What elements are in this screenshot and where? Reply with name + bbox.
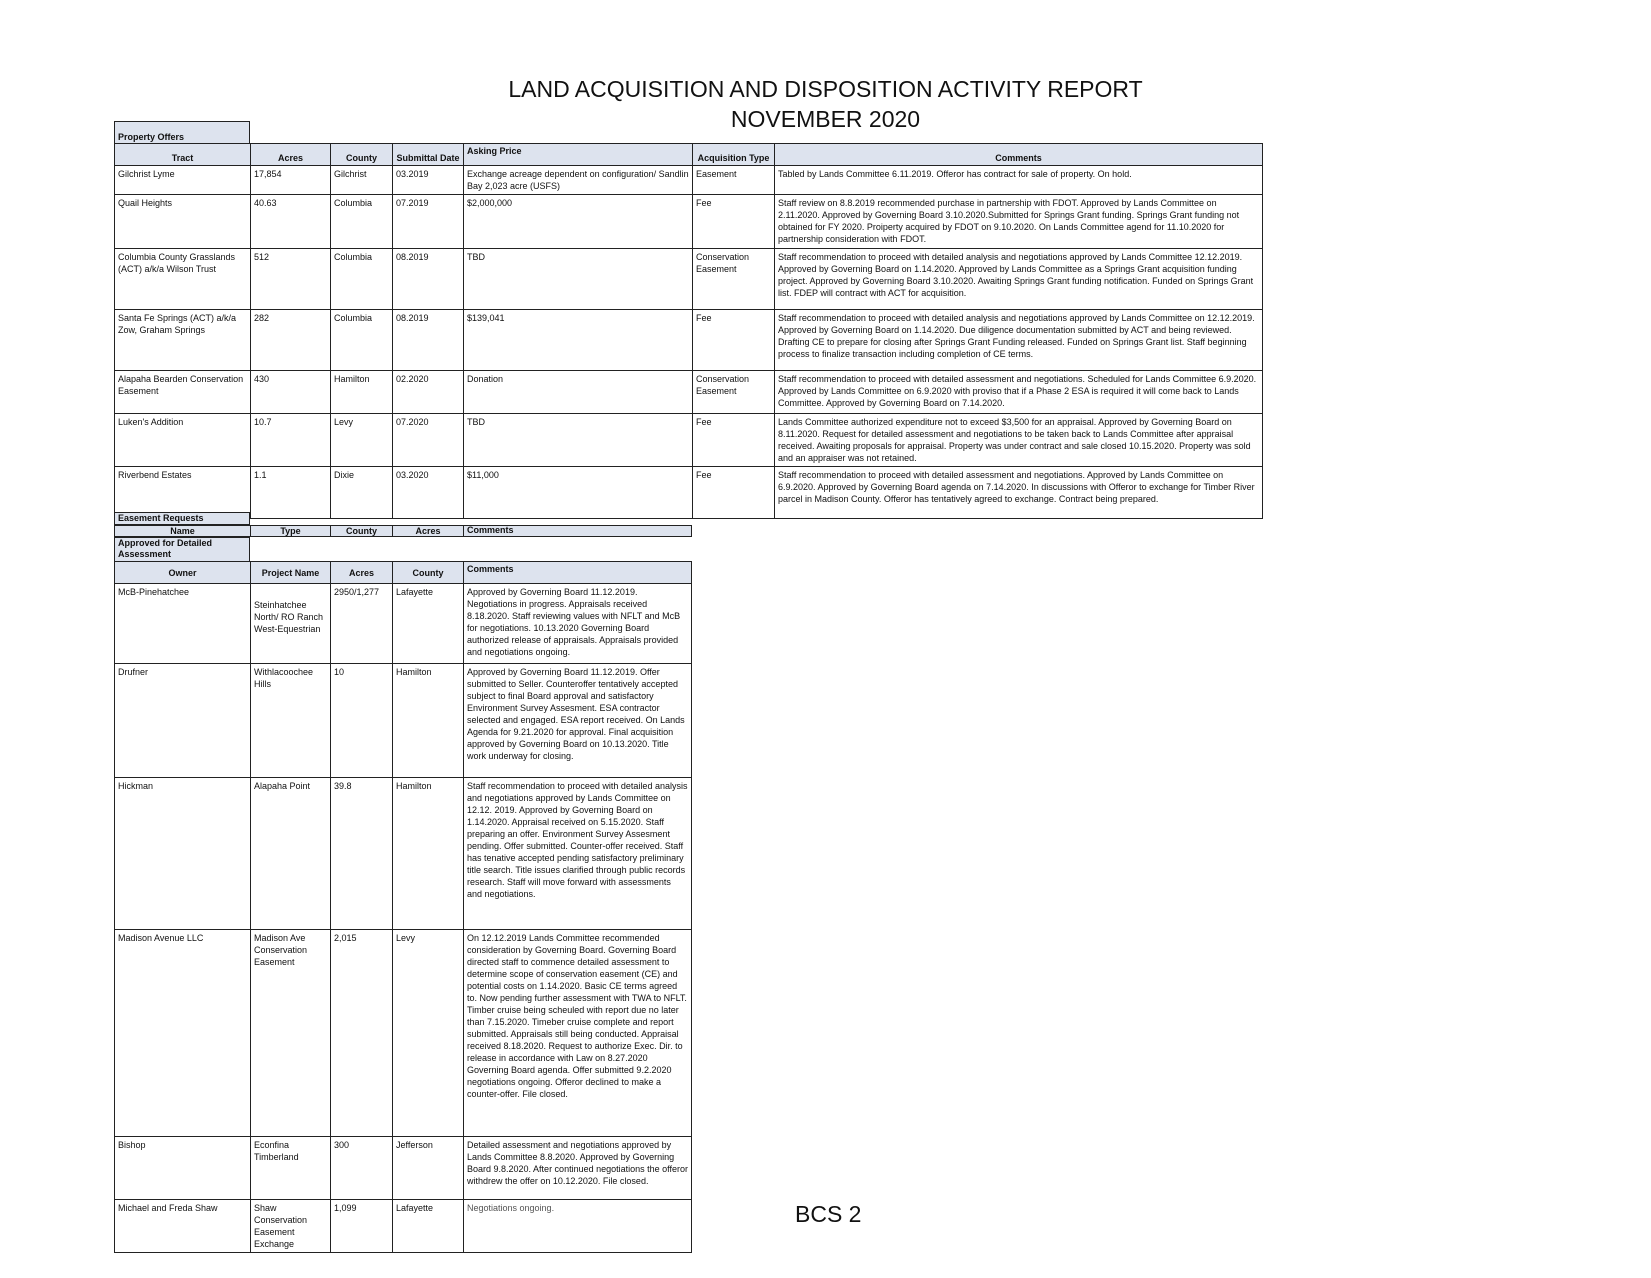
table-row xyxy=(115,584,692,664)
county-cell: Lafayette xyxy=(393,584,464,664)
tract-cell: Alapaha Bearden Conservation Easement xyxy=(115,371,251,414)
property-offers-header-row xyxy=(115,144,1263,166)
report-title-line1: LAND ACQUISITION AND DISPOSITION ACTIVITY REPORT xyxy=(508,76,1143,102)
acres-cell: 40.63 xyxy=(251,195,331,249)
owner-cell: Hickman xyxy=(115,778,251,930)
owner-cell: Michael and Freda Shaw xyxy=(115,1200,251,1253)
property-offers-label: Property Offers xyxy=(114,121,250,144)
county-cell: Columbia xyxy=(331,310,393,371)
comments-cell: Staff recommendation to proceed with detailed assessment and negotiations. Approved by Lands Committee on 6.9.2020. Approved by Governing Board agenda on 7.14.2020. In discussions with Offeror to exchange for Timber River parcel in Madison County. Offeror has tentatively agreed to exchange. Contract being prepared. xyxy=(775,467,1263,519)
tract-cell: Luken's Addition xyxy=(115,414,251,467)
price-cell: Donation xyxy=(464,371,693,414)
table-row xyxy=(115,664,692,778)
header-county: County xyxy=(393,562,464,584)
approved-detailed-label: Approved for Detailed Assessment xyxy=(114,537,250,562)
county-cell: Hamilton xyxy=(393,778,464,930)
header-acres: Acres xyxy=(393,526,464,537)
project-cell: Shaw Conservation Easement Exchange xyxy=(251,1200,331,1253)
acres-cell: 2,015 xyxy=(331,930,393,1137)
table-row xyxy=(115,467,1263,519)
easement-requests-table xyxy=(114,525,692,537)
county-cell: Lafayette xyxy=(393,1200,464,1253)
owner-cell: Drufner xyxy=(115,664,251,778)
date-cell: 02.2020 xyxy=(393,371,464,414)
comments-cell: Staff recommendation to proceed with detailed analysis and negotiations approved by Lands Committee on 12.12. 2019. Approved by Governing Board on 1.14.2020. Appraisal received on 5.15.2020. Staff preparing an offer. Environment Survey Assesment pending. Offer submitted. Counter-offer received. Staff has tenative accepted pending satisfactory preliminary title search. Title issues clarified through public records research. Staff will move forward with assessments and negotiations. xyxy=(464,778,692,930)
table-row xyxy=(115,930,692,1137)
header-acquisition-type: Acquisition Type xyxy=(693,144,775,166)
owner-cell: Madison Avenue LLC xyxy=(115,930,251,1137)
comments-cell: Detailed assessment and negotiations approved by Lands Committee 8.8.2020. Approved by Governing Board 9.8.2020. After continued negotiations the offeror withdrew the offer on 10.12.2020. File closed. xyxy=(464,1137,692,1200)
project-cell: Madison Ave Conservation Easement xyxy=(251,930,331,1137)
type-cell: Fee xyxy=(693,414,775,467)
project-cell: Steinhatchee North/ RO Ranch West-Equestrian xyxy=(251,584,331,664)
project-cell: Alapaha Point xyxy=(251,778,331,930)
acres-cell: 17,854 xyxy=(251,166,331,195)
price-cell: $139,041 xyxy=(464,310,693,371)
header-asking-price: Asking Price xyxy=(464,144,693,166)
date-cell: 07.2020 xyxy=(393,414,464,467)
date-cell: 08.2019 xyxy=(393,310,464,371)
type-cell: Fee xyxy=(693,310,775,371)
type-cell: Fee xyxy=(693,195,775,249)
county-cell: Jefferson xyxy=(393,1137,464,1200)
header-type: Type xyxy=(251,526,331,537)
county-cell: Hamilton xyxy=(331,371,393,414)
county-cell: Levy xyxy=(331,414,393,467)
table-row xyxy=(115,414,1263,467)
tract-cell: Gilchrist Lyme xyxy=(115,166,251,195)
tract-cell: Columbia County Grasslands (ACT) a/k/a Wilson Trust xyxy=(115,249,251,310)
table-row xyxy=(115,1200,692,1253)
acres-cell: 282 xyxy=(251,310,331,371)
comments-cell: Staff recommendation to proceed with detailed assessment and negotiations. Scheduled for Lands Committee 6.9.2020. Approved by Lands Committee on 6.9.2020 with proviso that if a Phase 2 ESA is required it will come back to Lands Committee. Approved by Governing Board on 7.14.2020. xyxy=(775,371,1263,414)
date-cell: 07.2019 xyxy=(393,195,464,249)
approved-detailed-header-row xyxy=(115,562,692,584)
county-cell: Levy xyxy=(393,930,464,1137)
comments-cell: Staff recommendation to proceed with detailed analysis and negotiations approved by Lands Committee 12.12.2019. Approved by Governing Board on 1.14.2020. Approved by Lands Committee as a Springs Grant acquisition funding project. Approved by Governing Board 3.10.2020. Awaiting Springs Grant funding notification. Funded on Springs Grant list. FDEP will contract with ACT for acquisition. xyxy=(775,249,1263,310)
approved-detailed-table xyxy=(114,561,692,1253)
page-number: BCS 2 xyxy=(795,1201,862,1227)
acres-cell: 2950/1,277 xyxy=(331,584,393,664)
tract-cell: Riverbend Estates xyxy=(115,467,251,519)
acres-cell: 1,099 xyxy=(331,1200,393,1253)
date-cell: 03.2020 xyxy=(393,467,464,519)
table-row xyxy=(115,166,1263,195)
price-cell: Exchange acreage dependent on configuration/ Sandlin Bay 2,023 acre (USFS) xyxy=(464,166,693,195)
comments-cell: Staff review on 8.8.2019 recommended purchase in partnership with FDOT. Approved by Lands Committee on 2.11.2020. Approved by Governing Board 3.10.2020.Submitted for Springs Grant funding. Springs Grant funding not obtained for FY 2020. Proiperty acquired by FDOT on 9.10.2020. On Lands Committee agend for 11.10.2020 for partnership consideration with FDOT. xyxy=(775,195,1263,249)
report-title-line2: NOVEMBER 2020 xyxy=(730,106,921,132)
price-cell: $11,000 xyxy=(464,467,693,519)
table-row xyxy=(115,195,1263,249)
header-owner: Owner xyxy=(115,562,251,584)
acres-cell: 39.8 xyxy=(331,778,393,930)
acres-cell: 300 xyxy=(331,1137,393,1200)
county-cell: Gilchrist xyxy=(331,166,393,195)
easement-requests-label: Easement Requests xyxy=(114,512,250,525)
owner-cell: Bishop xyxy=(115,1137,251,1200)
table-row xyxy=(115,249,1263,310)
header-tract: Tract xyxy=(115,144,251,166)
header-comments: Comments xyxy=(775,144,1263,166)
acres-cell: 512 xyxy=(251,249,331,310)
county-cell: Hamilton xyxy=(393,664,464,778)
comments-cell: Approved by Governing Board 11.12.2019. Offer submitted to Seller. Counteroffer tentatively accepted subject to final Board approval and satisfactory Environment Survey Assesment. ESA contractor selected and engaged. ESA report received. On Lands Agenda for 9.21.2020 for approval. Final acquisition approved by Governing Board on 10.13.2020. Title work underway for closing. xyxy=(464,664,692,778)
table-row xyxy=(115,1137,692,1200)
price-cell: TBD xyxy=(464,414,693,467)
header-acres: Acres xyxy=(251,144,331,166)
tract-cell: Quail Heights xyxy=(115,195,251,249)
price-cell: $2,000,000 xyxy=(464,195,693,249)
comments-cell: Tabled by Lands Committee 6.11.2019. Offeror has contract for sale of property. On hold. xyxy=(775,166,1263,195)
date-cell: 08.2019 xyxy=(393,249,464,310)
owner-cell: McB-Pinehatchee xyxy=(115,584,251,664)
comments-cell: On 12.12.2019 Lands Committee recommended consideration by Governing Board. Governing Board directed staff to commence detailed assessment to determine scope of conservation easement (CE) and potential costs on 1.14.2020. Basic CE terms agreed to. Now pending further assessment with TWA to NFLT. Timber cruise being scheuled with report due no later than 7.15.2020. Timeber cruise complete and report submitted. Appraisals still being conducted. Appraisal received 8.18.2020. Request to authorize Exec. Dir. to release in accordance with Law on 8.27.2020 Governing Board agenda. Offer submitted 9.2.2020 negotiations ongoing. Offeror declined to make a counter-offer. File closed. xyxy=(464,930,692,1137)
comments-cell: Approved by Governing Board 11.12.2019. Negotiations in progress. Appraisals received 8.18.2020. Staff reviewing values with NFLT and McB for negotiations. 10.13.2020 Governing Board authorized release of appraisals. Appraisals provided and negotiations ongoing. xyxy=(464,584,692,664)
acres-cell: 10 xyxy=(331,664,393,778)
acres-cell: 430 xyxy=(251,371,331,414)
easement-requests-header-row xyxy=(115,526,692,537)
header-name: Name xyxy=(115,526,251,537)
project-cell: Econfina Timberland xyxy=(251,1137,331,1200)
property-offers-table xyxy=(114,143,1263,519)
type-cell: Conservation Easement xyxy=(693,249,775,310)
price-cell: TBD xyxy=(464,249,693,310)
tract-cell: Santa Fe Springs (ACT) a/k/a Zow, Graham Springs xyxy=(115,310,251,371)
header-submittal-date: Submittal Date xyxy=(393,144,464,166)
acres-cell: 1.1 xyxy=(251,467,331,519)
acres-cell: 10.7 xyxy=(251,414,331,467)
type-cell: Easement xyxy=(693,166,775,195)
header-comments: Comments xyxy=(464,526,692,537)
comments-cell: Lands Committee authorized expenditure not to exceed $3,500 for an appraisal. Approved by Governing Board on 8.11.2020. Request for detailed assessment and negotiations to be taken back to Lands Committee after appraisal received. Awaiting proposals for appraisal. Property was under contract and sale closed 10.15.2020. Property was sold and an appraiser was not retained. xyxy=(775,414,1263,467)
type-cell: Conservation Easement xyxy=(693,371,775,414)
county-cell: Dixie xyxy=(331,467,393,519)
type-cell: Fee xyxy=(693,467,775,519)
comments-cell: Staff recommendation to proceed with detailed analysis and negotiations approved by Lands Committee on 12.12.2019. Approved by Governing Board on 1.14.2020. Due diligence documentation submitted by ACT and being reviewed. Drafting CE to prepare for closing after Springs Grant Funding released. Funded on Springs Grant list. Staff beginning process to finalize transaction including completion of CE terms. xyxy=(775,310,1263,371)
project-cell: Withlacoochee Hills xyxy=(251,664,331,778)
table-row xyxy=(115,310,1263,371)
table-row xyxy=(115,371,1263,414)
county-cell: Columbia xyxy=(331,195,393,249)
header-acres: Acres xyxy=(331,562,393,584)
county-cell: Columbia xyxy=(331,249,393,310)
header-county: County xyxy=(331,526,393,537)
comments-cell: Negotiations ongoing. xyxy=(464,1200,692,1253)
header-county: County xyxy=(331,144,393,166)
table-row xyxy=(115,778,692,930)
date-cell: 03.2019 xyxy=(393,166,464,195)
header-comments: Comments xyxy=(464,562,692,584)
header-project-name: Project Name xyxy=(251,562,331,584)
